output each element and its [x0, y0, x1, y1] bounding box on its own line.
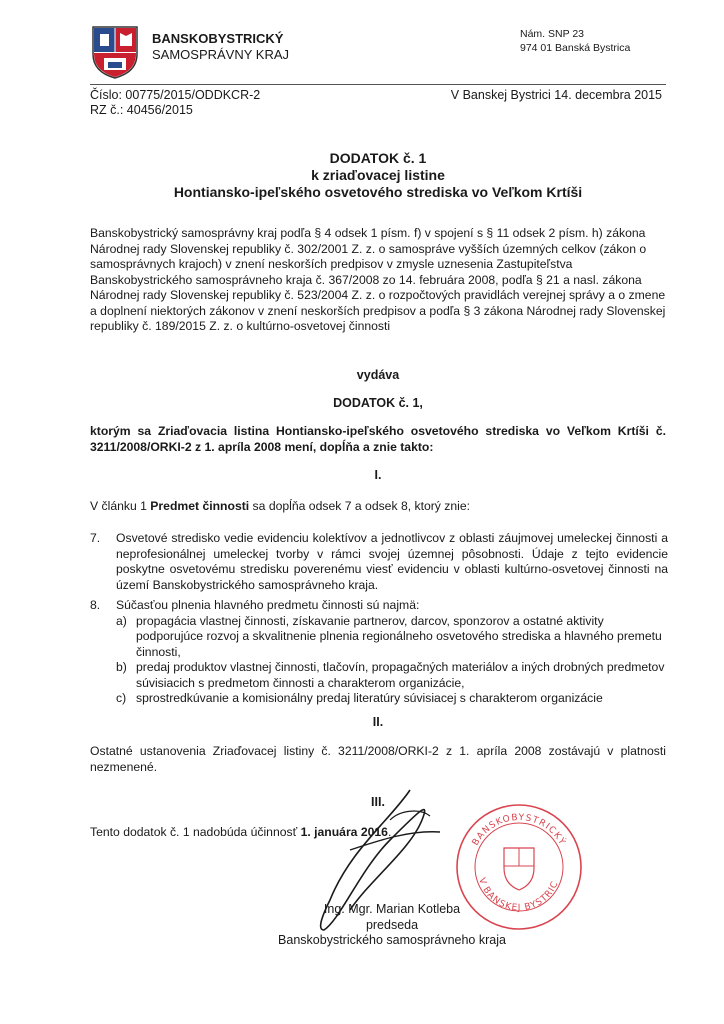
list-subitem	[90, 691, 668, 707]
dodatok-heading: DODATOK č. 1,	[333, 396, 423, 410]
org-name-line1: BANSKOBYSTRICKÝ	[152, 31, 284, 46]
list-subitem	[90, 614, 668, 661]
rz-line: RZ č.: 40456/2015	[90, 103, 193, 117]
effective-post: .	[387, 825, 392, 839]
subitem-letter: b)	[116, 660, 127, 674]
cislo-line: Číslo: 00775/2015/ODDKCR-2	[90, 88, 261, 102]
article-intro-pre: V článku 1	[90, 499, 151, 513]
effective-pre: Tento dodatok č. 1 nadobúda účinnosť	[90, 825, 301, 839]
signatory-role: predseda	[365, 917, 419, 932]
section-heading-2: II.	[372, 715, 384, 729]
item-number: 7.	[90, 531, 101, 545]
article-intro-post: sa dopĺňa odsek 7 a odsek 8, ktorý znie:	[249, 499, 471, 513]
effective-date: 1. januára 2016	[300, 825, 388, 839]
subitem-letter: a)	[116, 613, 127, 628]
list-item-8	[90, 598, 668, 707]
signature-block	[262, 902, 522, 949]
section-heading-1: I.	[374, 468, 382, 482]
document-title: DODATOK č. 1	[329, 150, 427, 166]
header-divider	[90, 84, 666, 85]
intro-paragraph: Banskobystrický samosprávny kraj podľa § 4 odsek 1 písm. f) v spojení s § 11 odsek 2 písm. h) zákona Národnej rady Slovenskej republiky č. 302/2001 Z. z. o samospráve vyšších územných celkov (zákon o samosprávnych krajoch) v znení neskorších predpisov v zmysle uznesenia Zastupiteľstva Banskobystrického samosprávneho kraja č. 367/2008 zo 14. februára 2008, podľa § 21 a nasl. zákona Národnej rady Slovenskej republiky č. 523/2004 Z. z. o rozpočtových pravidlách verejnej správy a o zmene a doplnení niektorých zákonov v znení neskorších predpisov a podľa § 3 zákona Národnej rady Slovenskej republiky č. 189/2015 Z. z. o kultúrno-osvetovej činnosti	[90, 226, 666, 333]
svg-text:V BANSKEJ BYSTRICI: V BANSKEJ BYSTRIC	[476, 876, 561, 914]
address-line1: Nám. SNP 23	[520, 28, 584, 40]
item-number: 8.	[90, 598, 101, 612]
list-subitem	[90, 660, 668, 691]
reference-numbers	[90, 88, 260, 118]
institution-title: Hontiansko-ipeľského osvetového strediska vo Veľkom Krtíši	[173, 184, 583, 200]
section-heading-3: III.	[371, 795, 385, 809]
subitem-letter: c)	[116, 691, 127, 705]
document-subtitle: k zriaďovacej listine	[311, 167, 445, 183]
place-date: V Banskej Bystrici 14. decembra 2015	[450, 88, 662, 102]
item-text: Osvetové stredisko vedie evidenciu kolektívov a jednotlivcov z oblasti záujmovej umeleckej činnosti a neprofesionálnej umeleckej tvorby v rámci svojej územnej pôsobnosti. Údaje z tejto evidencie poskytne osvetovému stredisku poverenému viesť evidenciu v oblasti kultúrno-osvetovej činnosti na území Banskobystrického samosprávneho kraja.	[116, 531, 668, 592]
organization-name	[152, 31, 289, 63]
org-name-line2: SAMOSPRÁVNY KRAJ	[152, 47, 290, 62]
article-intro	[90, 499, 666, 515]
signatory-org: Banskobystrického samosprávneho kraja	[278, 933, 506, 947]
subitem-text: sprostredkúvanie a komisionálny predaj literatúry súvisiacej s charakterom organizácie	[136, 691, 603, 705]
article-intro-bold: Predmet činnosti	[150, 499, 250, 513]
signatory-name: Ing. Mgr. Marian Kotleba	[323, 902, 461, 916]
address-line2: 974 01 Banská Bystrica	[520, 42, 631, 54]
list-item-7	[90, 531, 668, 593]
coat-of-arms-logo	[90, 24, 140, 80]
svg-text:BANSKOBYSTRICKÝ: BANSKOBYSTRICKÝ	[470, 812, 568, 848]
amendment-statement: ktorým sa Zriaďovacia listina Hontiansko-ipeľského osvetového strediska vo Veľkom Krtíši č. 3211/2008/ORKI-2 z 1. apríla 2008 mení, dopĺňa a znie takto:	[90, 424, 666, 454]
address-block	[520, 27, 630, 55]
remaining-provisions: Ostatné ustanovenia Zriaďovacej listiny č. 3211/2008/ORKI-2 z 1. apríla 2008 zostávajú v platnosti nezmenené.	[90, 744, 666, 774]
subitem-text: propagácia vlastnej činnosti, získavanie partnerov, darcov, sponzorov a ostatné aktivity podporujúce rozvoj a skvalitnenie plnenia regionálneho osvetového strediska a hlavného premetu činnosti,	[136, 613, 662, 659]
subitem-text: predaj produktov vlastnej činnosti, tlačovín, propagačných materiálov a iných drobných predmetov súvisiacich s predmetom činnosti a charakterom organizácie,	[136, 660, 665, 690]
vydava-heading: vydáva	[356, 368, 400, 382]
item-text: Súčasťou plnenia hlavného predmetu činnosti sú najmä:	[116, 598, 420, 612]
